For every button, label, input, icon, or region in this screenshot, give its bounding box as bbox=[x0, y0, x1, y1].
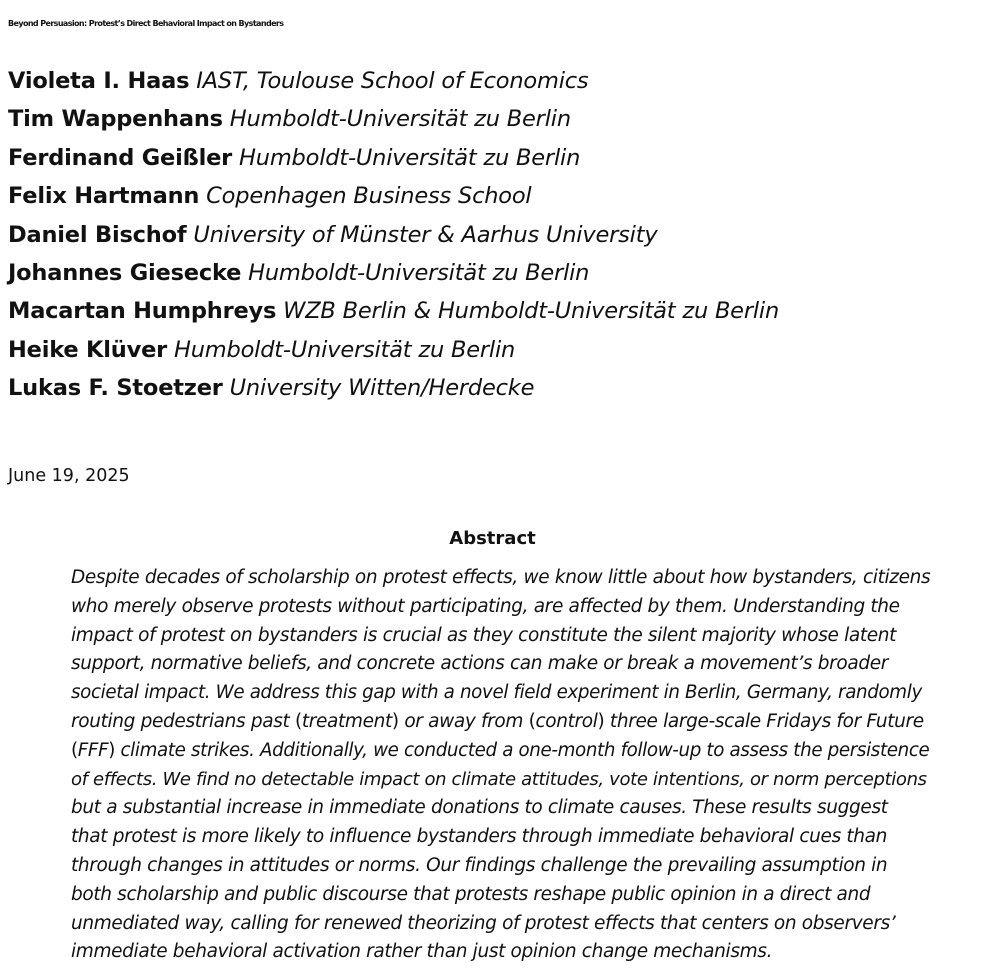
author-name: Macartan Humphreys bbox=[8, 298, 277, 325]
abstract-line bbox=[71, 737, 931, 766]
abstract-line bbox=[71, 766, 931, 795]
abstract-text-segment: ) bbox=[108, 739, 116, 761]
author-name: Johannes Giesecke bbox=[8, 259, 242, 286]
abstract-text-segment: immediate behavioral activation rather than just opinion change mechanisms. bbox=[71, 941, 773, 963]
author-name: Tim Wappenhans bbox=[8, 106, 223, 133]
abstract-text-segment: FFF bbox=[77, 739, 109, 761]
author-entry bbox=[8, 139, 779, 177]
abstract-line bbox=[71, 708, 931, 737]
author-affiliation: University Witten/Herdecke bbox=[229, 375, 535, 402]
abstract-line bbox=[71, 794, 931, 823]
abstract-line bbox=[71, 679, 931, 708]
author-entry bbox=[8, 292, 779, 330]
author-affiliation: Humboldt-Universität zu Berlin bbox=[239, 144, 581, 171]
abstract-text-segment: unmediated way, calling for renewed theorizing of protest effects that centers on observers’ bbox=[71, 912, 896, 934]
abstract-line bbox=[71, 650, 931, 679]
author-affiliation: Humboldt-Universität zu Berlin bbox=[229, 106, 571, 133]
author-entry bbox=[8, 254, 779, 292]
abstract-line bbox=[71, 938, 931, 967]
abstract-line bbox=[71, 564, 931, 593]
author-name: Violeta I. Haas bbox=[8, 68, 190, 94]
author-name: Lukas F. Stoetzer bbox=[8, 375, 223, 402]
author-affiliation: IAST, Toulouse School of Economics bbox=[196, 68, 589, 94]
abstract-line bbox=[71, 852, 931, 881]
abstract-text-segment: routing pedestrians past bbox=[71, 710, 295, 732]
abstract-line bbox=[71, 881, 931, 910]
abstract-text-segment: ( bbox=[528, 710, 536, 732]
abstract-line bbox=[71, 622, 931, 651]
abstract-text-segment: three large-scale Fridays for Future bbox=[604, 710, 924, 732]
abstract-text-segment: both scholarship and public discourse that protests reshape public opinion in a direct and bbox=[71, 883, 871, 905]
abstract-text-segment: societal impact. We address this gap with a novel field experiment in Berlin, Germany, randomly bbox=[71, 682, 922, 704]
abstract-line bbox=[71, 593, 931, 622]
abstract-text-segment: control bbox=[535, 710, 598, 732]
abstract-text-segment: or away from bbox=[398, 710, 529, 732]
abstract-text-segment: ) bbox=[597, 710, 605, 732]
author-entry bbox=[8, 331, 779, 369]
author-affiliation: Humboldt-Universität zu Berlin bbox=[248, 259, 590, 286]
abstract-text-segment: impact of protest on bystanders is crucial as they constitute the silent majority whose latent bbox=[71, 624, 897, 646]
publication-date: June 19, 2025 bbox=[8, 466, 130, 486]
author-affiliation: Humboldt-Universität zu Berlin bbox=[174, 336, 516, 363]
abstract-text-segment: through changes in attitudes or norms. Our findings challenge the prevailing assumption in bbox=[71, 854, 888, 876]
abstract-text-segment: climate strikes. Additionally, we conducted a one-month follow-up to assess the persistence bbox=[115, 739, 930, 761]
abstract-text-segment: that protest is more likely to influence bystanders through immediate behavioral cues than bbox=[71, 826, 888, 848]
abstract-text-segment: but a substantial increase in immediate donations to climate causes. These results suggest bbox=[71, 797, 888, 819]
author-entry bbox=[8, 216, 779, 254]
author-entry bbox=[8, 177, 779, 215]
abstract-text-segment: of effects. We find no detectable impact on climate attitudes, vote intentions, or norm perceptions bbox=[71, 768, 927, 790]
author-affiliation: Copenhagen Business School bbox=[206, 183, 532, 210]
author-entry bbox=[8, 62, 779, 100]
author-name: Ferdinand Geißler bbox=[8, 144, 233, 171]
abstract-text-segment: support, normative beliefs, and concrete actions can make or break a movement’s broader bbox=[71, 653, 889, 675]
abstract-heading: Abstract bbox=[449, 528, 536, 549]
abstract-text-segment: ( bbox=[71, 739, 78, 761]
abstract-line bbox=[71, 823, 931, 852]
abstract-text-segment: who merely observe protests without participating, are affected by them. Understanding the bbox=[71, 595, 900, 617]
abstract-text-segment: ( bbox=[294, 710, 302, 732]
paper-title: Beyond Persuasion: Protest’s Direct Behavioral Impact on Bystanders bbox=[8, 19, 284, 28]
author-name: Heike Klüver bbox=[8, 336, 168, 363]
author-entry bbox=[8, 369, 779, 407]
author-name: Daniel Bischof bbox=[8, 221, 187, 248]
abstract-text-segment: Despite decades of scholarship on protest effects, we know little about how bystanders, citizens bbox=[71, 567, 931, 588]
author-affiliation: University of Münster & Aarhus University bbox=[193, 221, 658, 248]
author-name: Felix Hartmann bbox=[8, 183, 200, 210]
author-list bbox=[8, 62, 779, 408]
author-affiliation: WZB Berlin & Humboldt-Universität zu Berlin bbox=[283, 298, 780, 325]
abstract-text-segment: treatment bbox=[301, 710, 392, 732]
author-entry bbox=[8, 100, 779, 138]
abstract-line bbox=[71, 910, 931, 939]
abstract-body bbox=[71, 564, 931, 967]
abstract-text-segment: ) bbox=[391, 710, 399, 732]
